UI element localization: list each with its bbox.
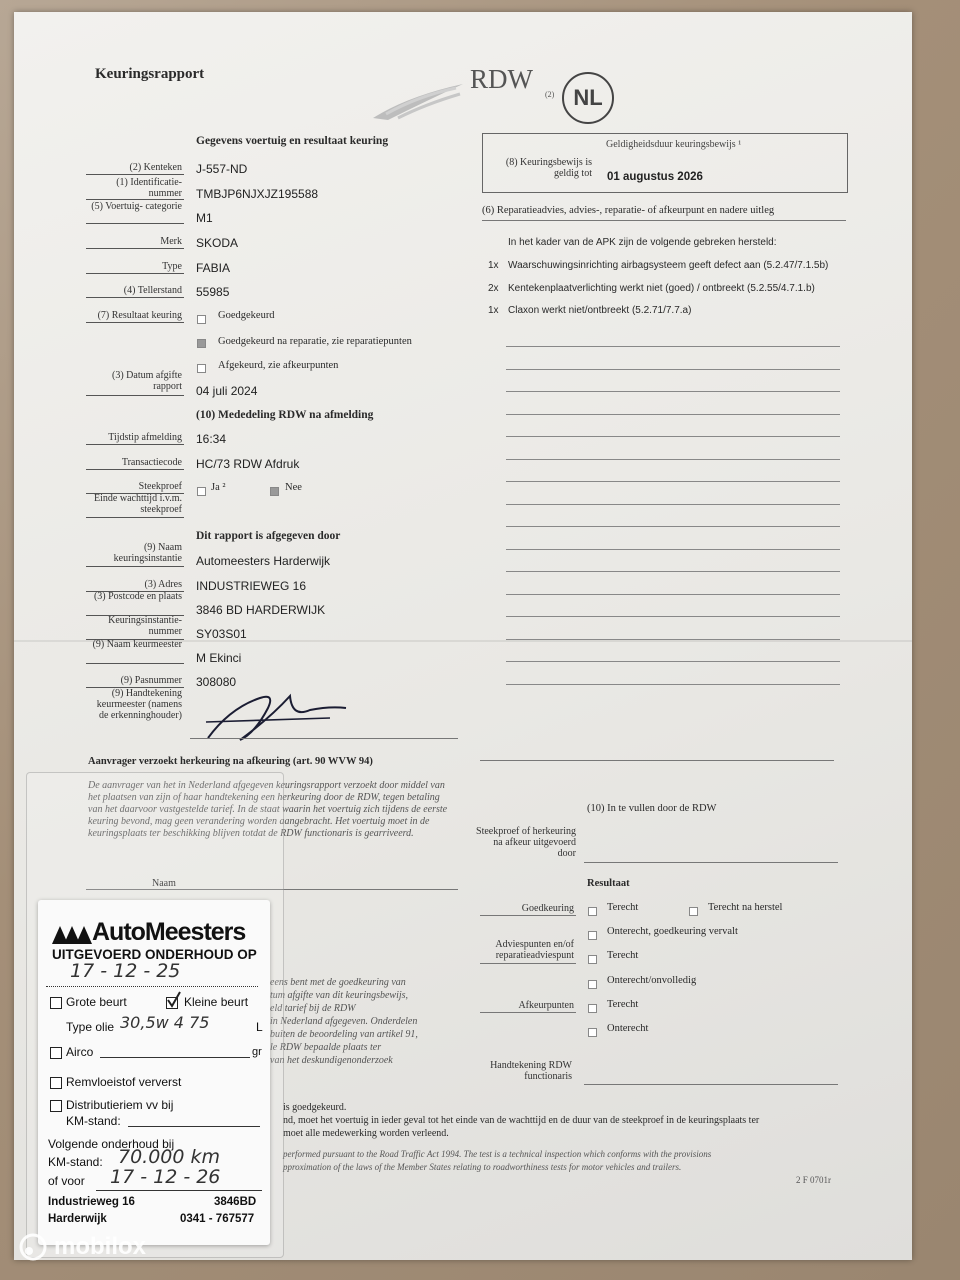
of-voor-label: of voor <box>48 1174 85 1188</box>
vehicle-field-label: (4) Tellerstand <box>123 285 182 296</box>
vehicle-field-value: TMBJP6NJXJZ195588 <box>196 187 319 201</box>
afkeur-option: Onterecht <box>607 1023 649 1034</box>
form-code: 2 F 0701r <box>796 1175 832 1185</box>
label-line <box>86 444 184 445</box>
issuer-field-label: Keuringsinstantie- nummer <box>108 615 182 637</box>
signature-label: (9) Handtekening keurmeester (namens de erkenninghouder) <box>96 688 182 721</box>
label-line <box>480 915 576 916</box>
partial-text: van het deskundigenonderzoek <box>270 1055 393 1066</box>
rdw-notice-heading: (10) Mededeling RDW na afmelding <box>196 409 374 421</box>
goedkeuring-label: Goedkeuring <box>521 903 574 914</box>
label-line <box>86 174 184 175</box>
of-voor-line <box>96 1190 262 1191</box>
resultaat-heading: Resultaat <box>587 878 630 889</box>
grote-beurt-checkbox <box>50 997 62 1009</box>
issuer-field-value: 308080 <box>196 675 237 689</box>
afkeur-label: Afkeurpunten <box>518 1000 574 1011</box>
partial-text: le RDW bepaalde plaats ter <box>270 1042 382 1053</box>
notice-label: Tijdstip afmelding <box>108 432 182 443</box>
issuer-field-value: M Ekinci <box>196 651 242 665</box>
label-line <box>86 322 184 323</box>
ruled-line <box>506 391 840 392</box>
vehicle-field-value: SKODA <box>196 236 239 250</box>
issuer-field-label: (3) Postcode en plaats <box>93 591 182 602</box>
date-value: 04 juli 2024 <box>196 384 258 398</box>
steekproef-nee-checkbox <box>270 487 279 496</box>
afkeur-option: Terecht <box>607 999 639 1010</box>
goed-onterecht-checkbox <box>588 931 597 940</box>
partial-text: eens bent met de goedkeuring van <box>270 977 406 988</box>
repair-item-text: Claxon werkt niet/ontbreekt (5.2.71/7.7.a) <box>508 305 692 316</box>
advies-terecht-checkbox <box>588 955 597 964</box>
ruled-line <box>506 504 840 505</box>
type-olie-value: 30,5w 4 75 <box>120 1013 210 1032</box>
vehicle-section-heading: Gegevens voertuig en resultaat keuring <box>196 135 389 147</box>
ruled-line <box>506 459 840 460</box>
repair-heading-line <box>482 220 846 221</box>
liter-unit: L <box>256 1020 263 1034</box>
partial-text: is goedgekeurd. <box>283 1102 347 1113</box>
airco-line <box>100 1057 250 1058</box>
km-volgende-value: 70.000 km <box>118 1146 221 1168</box>
vehicle-field-label: Merk <box>160 236 182 247</box>
card-date-line <box>46 986 258 987</box>
ruled-line <box>506 414 840 415</box>
remvloeistof-label: Remvloeistof ververst <box>66 1075 182 1089</box>
vehicle-field-value: 55985 <box>196 285 230 299</box>
ruled-line <box>506 594 840 595</box>
repair-item-text: Kentekenplaatverlichting werkt niet (goed) / ontbreekt (5.2.55/4.7.1.b) <box>508 283 815 294</box>
herkeuring-heading: Aanvrager verzoekt herkeuring na afkeuring (art. 90 WVW 94) <box>88 756 373 767</box>
partial-text: buiten de beoordeling van artikel 91, <box>270 1029 418 1040</box>
vehicle-field-label: Type <box>162 261 182 272</box>
notice-label: Transactiecode <box>121 457 182 468</box>
result-label: (7) Resultaat keuring <box>97 310 182 321</box>
km-stand-label: KM-stand: <box>66 1114 121 1128</box>
watermark-text: mobilox <box>54 1233 147 1260</box>
grote-beurt-label: Grote beurt <box>66 995 127 1009</box>
partial-text: nd, moet het voertuig in ieder geval tot het einde van de wachttijd en de duur van de steekproef in de keuringsplaats ter <box>283 1115 760 1126</box>
card-date: 17 - 12 - 25 <box>70 960 181 982</box>
result-checkbox-reparatie <box>197 339 206 348</box>
repair-item-text: Waarschuwingsinrichting airbagsysteem geeft defect aan (5.2.47/7.1.5b) <box>508 260 829 271</box>
advies-label: Adviespunten en/of reparatieadviespunt <box>495 939 574 961</box>
rdw-logo-icon <box>368 78 468 122</box>
repair-heading: (6) Reparatieadvies, advies-, reparatie- of afkeurpunt en nadere uitleg <box>482 205 775 216</box>
vehicle-field-value: FABIA <box>196 261 231 275</box>
issuer-field-value: INDUSTRIEWEG 16 <box>196 579 307 593</box>
airco-label: Airco <box>66 1045 94 1059</box>
goed-herstel-checkbox <box>689 907 698 916</box>
ruled-line <box>506 369 840 370</box>
goed-terecht-checkbox <box>588 907 597 916</box>
ruled-line <box>506 436 840 437</box>
rdw-fill-heading: (10) In te vullen door de RDW <box>587 803 717 814</box>
advies-option: Terecht <box>607 950 639 961</box>
km-volgende-label: KM-stand: <box>48 1155 103 1169</box>
uitgevoerd-line <box>584 862 838 863</box>
ruled-line <box>506 549 840 550</box>
validity-label: (8) Keuringsbewijs is geldig tot <box>505 157 592 179</box>
card-address: Industrieweg 16 <box>48 1196 135 1208</box>
result-option: Goedgekeurd <box>218 310 275 321</box>
goed-option: Terecht <box>607 902 639 913</box>
goed-option: Onterecht, goedkeuring vervalt <box>607 926 738 937</box>
label-line <box>86 395 184 396</box>
km-stand-line <box>128 1126 260 1127</box>
rdw-footnote: (2) <box>545 90 555 99</box>
issuer-field-value: Automeesters Harderwijk <box>196 554 331 568</box>
result-option: Afgekeurd, zie afkeurpunten <box>218 360 339 371</box>
repair-item-qty: 1x <box>488 260 499 271</box>
partial-text: tum afgifte van dit keuringsbewijs, <box>270 990 409 1001</box>
partial-text: moet alle medewerking worden verleend. <box>283 1128 449 1139</box>
card-postcode: 3846BD <box>214 1196 257 1208</box>
partial-text: pproximation of the laws of the Member States relating to roadworthiness tests for motor vehicles and trailers. <box>283 1162 682 1172</box>
card-city: Harderwijk <box>48 1213 107 1225</box>
rdw-signature-label: Handtekening RDW functionaris <box>490 1060 572 1082</box>
distributie-checkbox <box>50 1100 62 1112</box>
result-option: Goedgekeurd na reparatie, zie reparatiepunten <box>218 336 412 347</box>
ruled-line <box>506 571 840 572</box>
ruled-line <box>506 684 840 685</box>
issuer-field-label: (3) Adres <box>144 579 182 590</box>
issuer-field-label: (9) Naam keuringsinstantie <box>113 542 182 564</box>
result-checkbox-goedgekeurd <box>197 315 206 324</box>
issuer-field-value: 3846 BD HARDERWIJK <box>196 603 326 617</box>
vehicle-field-value: M1 <box>196 211 213 225</box>
airco-unit: gr <box>252 1046 262 1058</box>
label-line <box>86 663 184 664</box>
kleine-beurt-label: Kleine beurt <box>184 995 249 1009</box>
vehicle-field-label: (1) Identificatie- nummer <box>116 177 182 199</box>
watermark <box>18 1232 146 1262</box>
label-line <box>86 517 184 518</box>
label-line <box>480 1012 576 1013</box>
report-title: Keuringsrapport <box>95 66 205 82</box>
ruled-line <box>506 526 840 527</box>
wachttijd-label: Einde wachttijd i.v.m. steekproef <box>94 493 182 515</box>
volgende-label: Volgende onderhoud bij <box>48 1137 175 1151</box>
label-line <box>86 297 184 298</box>
afkeur-terecht-checkbox <box>588 1004 597 1013</box>
partial-text: eld tarief bij de RDW <box>270 1003 356 1014</box>
advies-onterecht-checkbox <box>588 980 597 989</box>
rdw-wordmark: RDW <box>470 64 533 94</box>
steekproef-ja: Ja ² <box>211 482 226 493</box>
steekproef-nee: Nee <box>285 482 302 493</box>
vehicle-field-label: (2) Kenteken <box>129 162 182 173</box>
airco-checkbox <box>50 1047 62 1059</box>
distributie-label: Distributieriem vv bij <box>66 1098 174 1112</box>
notice-value: 16:34 <box>196 432 227 446</box>
country-badge: NL <box>562 72 614 124</box>
check-icon <box>166 990 182 1008</box>
label-line <box>86 273 184 274</box>
steekproef-ja-checkbox <box>197 487 206 496</box>
issuer-field-value: SY03S01 <box>196 627 247 641</box>
partial-text: performed pursuant to the Road Traffic Act 1994. The test is a technical inspection which conforms with the provisions <box>283 1149 712 1159</box>
naam-label: Naam <box>152 878 176 889</box>
goed-option: Terecht na herstel <box>708 902 783 913</box>
ruled-line <box>506 616 840 617</box>
card-subtitle: UITGEVOERD ONDERHOUD OP <box>52 947 257 962</box>
label-line <box>86 566 184 567</box>
ruled-line <box>506 661 840 662</box>
date-label: (3) Datum afgifte rapport <box>112 370 182 392</box>
label-line <box>480 963 576 964</box>
vehicle-field-label: (5) Voertuig- categorie <box>91 201 182 212</box>
steekproef-label: Steekproef <box>138 481 182 492</box>
afkeur-onterecht-checkbox <box>588 1028 597 1037</box>
repair-item-qty: 1x <box>488 305 499 316</box>
of-voor-value: 17 - 12 - 26 <box>110 1166 221 1188</box>
partial-text: in Nederland afgegeven. Onderdelen <box>270 1016 418 1027</box>
advies-option: Onterecht/onvolledig <box>607 975 697 986</box>
validity-title: Geldigheidsduur keuringsbewijs ¹ <box>606 139 742 150</box>
herkeuring-line <box>480 760 834 761</box>
issuer-heading: Dit rapport is afgegeven door <box>196 530 341 542</box>
ruled-line <box>506 639 840 640</box>
mobilox-logo-icon <box>18 1232 48 1262</box>
vehicle-field-value: J-557-ND <box>196 162 248 176</box>
type-olie-label: Type olie <box>66 1020 115 1034</box>
label-line <box>86 248 184 249</box>
validity-value: 01 augustus 2026 <box>607 171 703 183</box>
rdw-signature-line <box>584 1084 838 1085</box>
issuer-field-label: (9) Pasnummer <box>120 675 182 686</box>
steekproef-uitgevoerd-label: Steekproef of herkeuring na afkeur uitgevoerd door <box>476 826 576 859</box>
card-phone: 0341 - 767577 <box>180 1213 255 1225</box>
ruled-line <box>506 346 840 347</box>
result-checkbox-afgekeurd <box>197 364 206 373</box>
issuer-field-label: (9) Naam keurmeester <box>92 639 182 650</box>
repair-item-qty: 2x <box>488 283 499 294</box>
repair-intro: In het kader van de APK zijn de volgende gebreken hersteld: <box>508 237 777 248</box>
herkeuring-text: De aanvrager van het in Nederland afgegeven keuringsrapport verzoekt door middel van het plaatsen van zijn of haar handtekening een herkeuring door de RDW, tegen betaling van het daarvoor vastgestelde tarief. In de staat waarin het voertuig zich tijdens de eerste keuring bevond, mag geen verandering worden aangebracht. Het voertuig moet in de keuringsplaats ter beschikking blijven totdat de RDW functionaris is gearriveerd. <box>88 780 448 839</box>
automeesters-logo-icon <box>50 922 92 946</box>
label-line <box>86 223 184 224</box>
card-brand: AutoMeesters <box>92 918 246 946</box>
label-line <box>86 199 184 200</box>
ruled-line <box>506 481 840 482</box>
notice-value: HC/73 RDW Afdruk <box>196 457 300 471</box>
label-line <box>86 469 184 470</box>
signature-line <box>190 738 458 739</box>
remvloeistof-checkbox <box>50 1077 62 1089</box>
